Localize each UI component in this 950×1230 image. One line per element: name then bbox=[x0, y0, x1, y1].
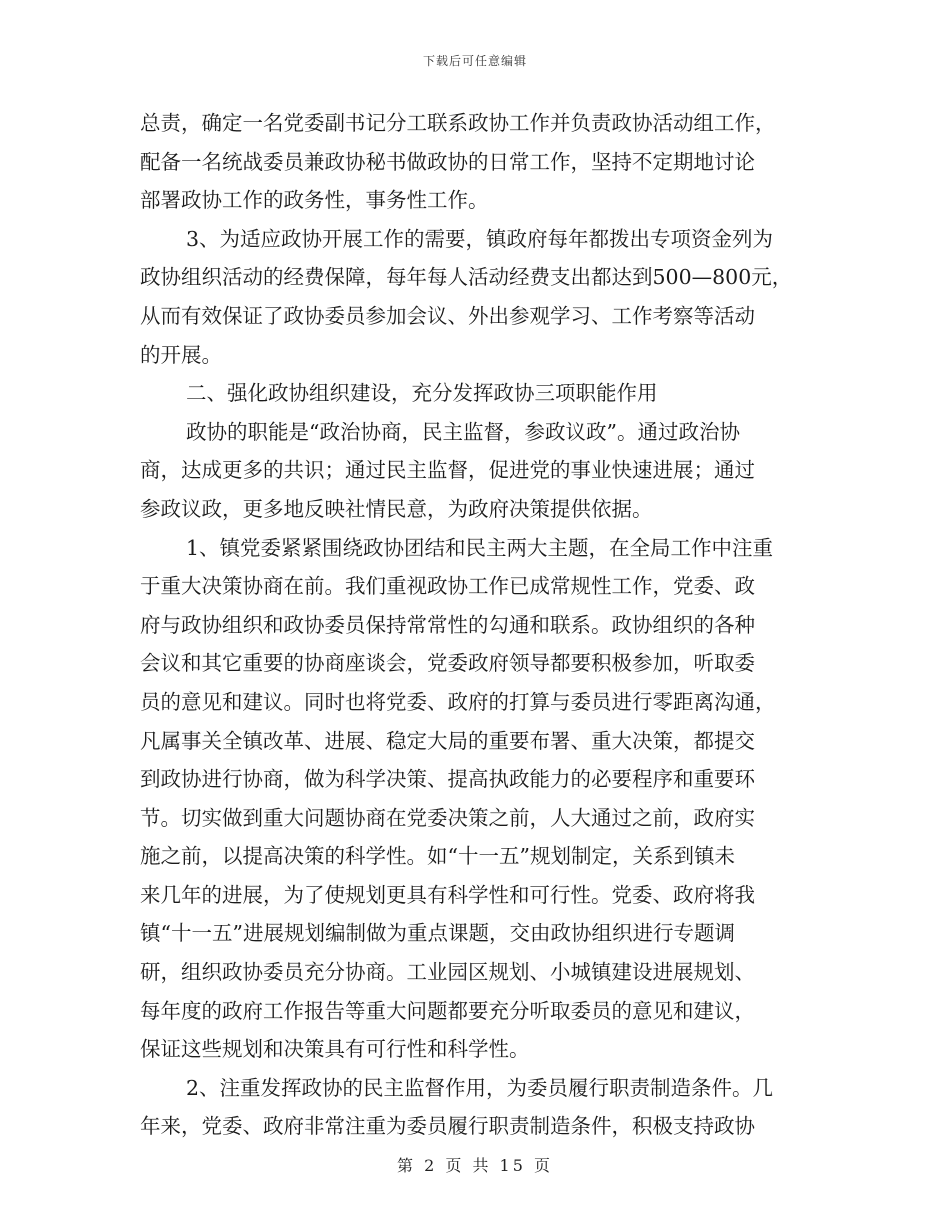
text-line: 施之前，以提高决策的科学性。如“十一五”规划制定，关系到镇未 bbox=[140, 844, 735, 869]
paragraph-start: 3、为适应政协开展工作的需要，镇政府每年都拨出专项资金列为 bbox=[186, 226, 774, 251]
page-header: 下载后可任意编辑 bbox=[422, 54, 527, 68]
text-line: 年来，党委、政府非常注重为委员履行职责制造条件，积极支持政协 bbox=[140, 1114, 755, 1139]
text-line: 保证这些规划和决策具有可行性和科学性。 bbox=[140, 1037, 530, 1062]
text-line: 到政协进行协商，做为科学决策、提高执政能力的必要程序和重要环 bbox=[140, 767, 755, 792]
text-line: 研，组织政协委员充分协商。工业园区规划、小城镇建设进展规划、 bbox=[140, 960, 755, 985]
text-line: 参政议政，更多地反映社情民意，为政府决策提供依据。 bbox=[140, 496, 653, 521]
text-line: 节。切实做到重大问题协商在党委决策之前，人大通过之前，政府实 bbox=[140, 805, 755, 830]
text-line: 每年度的政府工作报告等重大问题都要充分听取委员的意见和建议， bbox=[140, 998, 755, 1023]
paragraph-start: 政协的职能是“政治协商，民主监督，参政议政”。通过政治协 bbox=[186, 419, 740, 444]
text-line: 部署政协工作的政务性，事务性工作。 bbox=[140, 188, 489, 213]
text-line: 员的意见和建议。同时也将党委、政府的打算与委员进行零距离沟通， bbox=[140, 689, 776, 714]
text-line: 于重大决策协商在前。我们重视政协工作已成常规性工作，党委、政 bbox=[140, 574, 755, 599]
text-line: 总责，确定一名党委副书记分工联系政协工作并负责政协活动组工作， bbox=[140, 111, 776, 135]
text-line: 镇“十一五”进展规划编制做为重点课题，交由政协组织进行专题调 bbox=[140, 921, 735, 946]
text-line: 政协组织活动的经费保障，每年每人活动经费支出都达到500—800元， bbox=[140, 265, 793, 290]
text-line: 配备一名统战委员兼政协秘书做政协的日常工作，坚持不定期地讨论 bbox=[140, 149, 755, 174]
text-line: 的开展。 bbox=[140, 342, 222, 367]
text-line: 凡属事关全镇改革、进展、稳定大局的重要布署、重大决策，都提交 bbox=[140, 728, 755, 753]
text-line: 来几年的进展，为了使规划更具有科学性和可行性。党委、政府将我 bbox=[140, 882, 755, 907]
text-line: 从而有效保证了政协委员参加会议、外出参观学习、工作考察等活动 bbox=[140, 303, 755, 328]
section-heading: 二、强化政协组织建设，充分发挥政协三项职能作用 bbox=[186, 381, 658, 406]
paragraph-start: 2、注重发挥政协的民主监督作用，为委员履行职责制造条件。几 bbox=[186, 1075, 774, 1100]
paragraph-start: 1、镇党委紧紧围绕政协团结和民主两大主题，在全局工作中注重 bbox=[186, 535, 774, 560]
text-line: 会议和其它重要的协商座谈会，党委政府领导都要积极参加，听取委 bbox=[140, 651, 755, 676]
text-line: 商，达成更多的共识；通过民主监督，促进党的事业快速进展；通过 bbox=[140, 458, 755, 483]
page-number: 第 2 页 共 15 页 bbox=[397, 1156, 553, 1175]
text-line: 府与政协组织和政协委员保持常常性的勾通和联系。政协组织的各种 bbox=[140, 612, 755, 637]
document-body bbox=[140, 104, 815, 1146]
